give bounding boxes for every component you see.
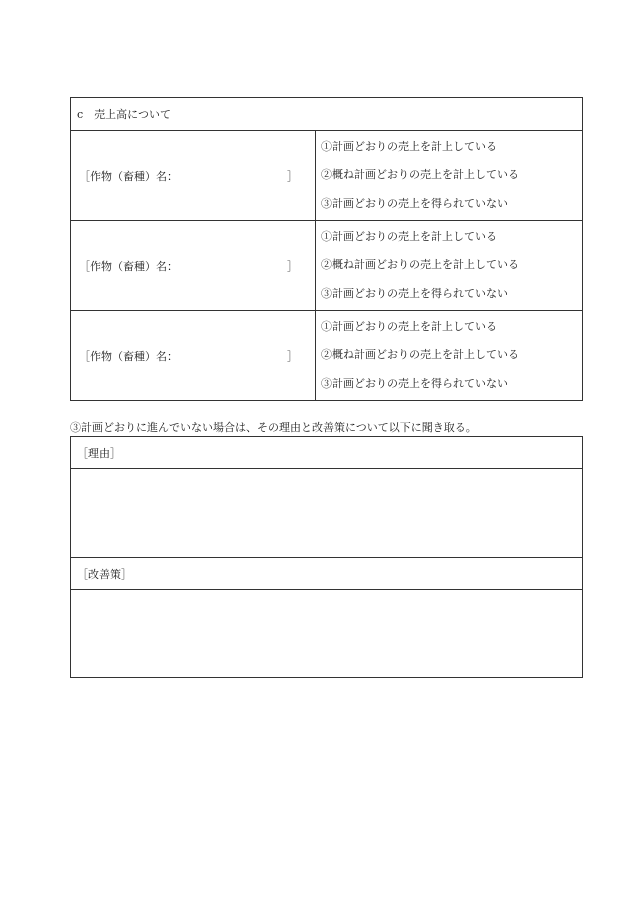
- crop-name-cell[interactable]: [71, 311, 316, 400]
- option-not-on-plan[interactable]: ③計画どおりの売上を得られていない: [321, 196, 508, 210]
- option-on-plan[interactable]: ①計画どおりの売上を計上している: [321, 320, 497, 334]
- option-not-on-plan[interactable]: ③計画どおりの売上を得られていない: [321, 286, 508, 300]
- follow-up-note: ③計画どおりに進んでいない場合は、その理由と改善策について以下に聞き取る。: [70, 421, 477, 434]
- crop-name-label: ［作物（畜種）名：: [79, 349, 178, 363]
- crop-name-bracket: ］: [287, 259, 298, 273]
- sales-options: [316, 311, 582, 400]
- sales-options: [316, 131, 582, 220]
- reason-header: [71, 437, 582, 469]
- option-mostly-on-plan[interactable]: ②概ね計画どおりの売上を計上している: [321, 168, 519, 182]
- option-on-plan[interactable]: ①計画どおりの売上を計上している: [321, 230, 497, 244]
- crop-name-cell[interactable]: [71, 131, 316, 220]
- option-mostly-on-plan[interactable]: ②概ね計画どおりの売上を計上している: [321, 348, 519, 362]
- option-not-on-plan[interactable]: ③計画どおりの売上を得られていない: [321, 376, 508, 390]
- crop-row: [71, 131, 582, 221]
- improvement-label: ［改善策］: [77, 567, 132, 581]
- crop-name-bracket: ］: [287, 169, 298, 183]
- sales-options: [316, 221, 582, 310]
- crop-name-label: ［作物（畜種）名：: [79, 259, 178, 273]
- improvement-header: [71, 558, 582, 590]
- reason-label: ［理由］: [77, 446, 121, 460]
- option-mostly-on-plan[interactable]: ②概ね計画どおりの売上を計上している: [321, 258, 519, 272]
- reason-field[interactable]: [71, 469, 582, 558]
- crop-name-label: ［作物（畜種）名：: [79, 169, 178, 183]
- option-on-plan[interactable]: ①計画どおりの売上を計上している: [321, 140, 497, 154]
- sales-section-title: c 売上高について: [77, 108, 171, 121]
- crop-row: [71, 311, 582, 400]
- improvement-field[interactable]: [71, 590, 582, 678]
- sales-table: [70, 97, 583, 401]
- crop-row: [71, 221, 582, 311]
- reason-improvement-table: [70, 436, 583, 678]
- crop-name-bracket: ］: [287, 349, 298, 363]
- sales-section-header: [71, 98, 582, 131]
- crop-name-cell[interactable]: [71, 221, 316, 310]
